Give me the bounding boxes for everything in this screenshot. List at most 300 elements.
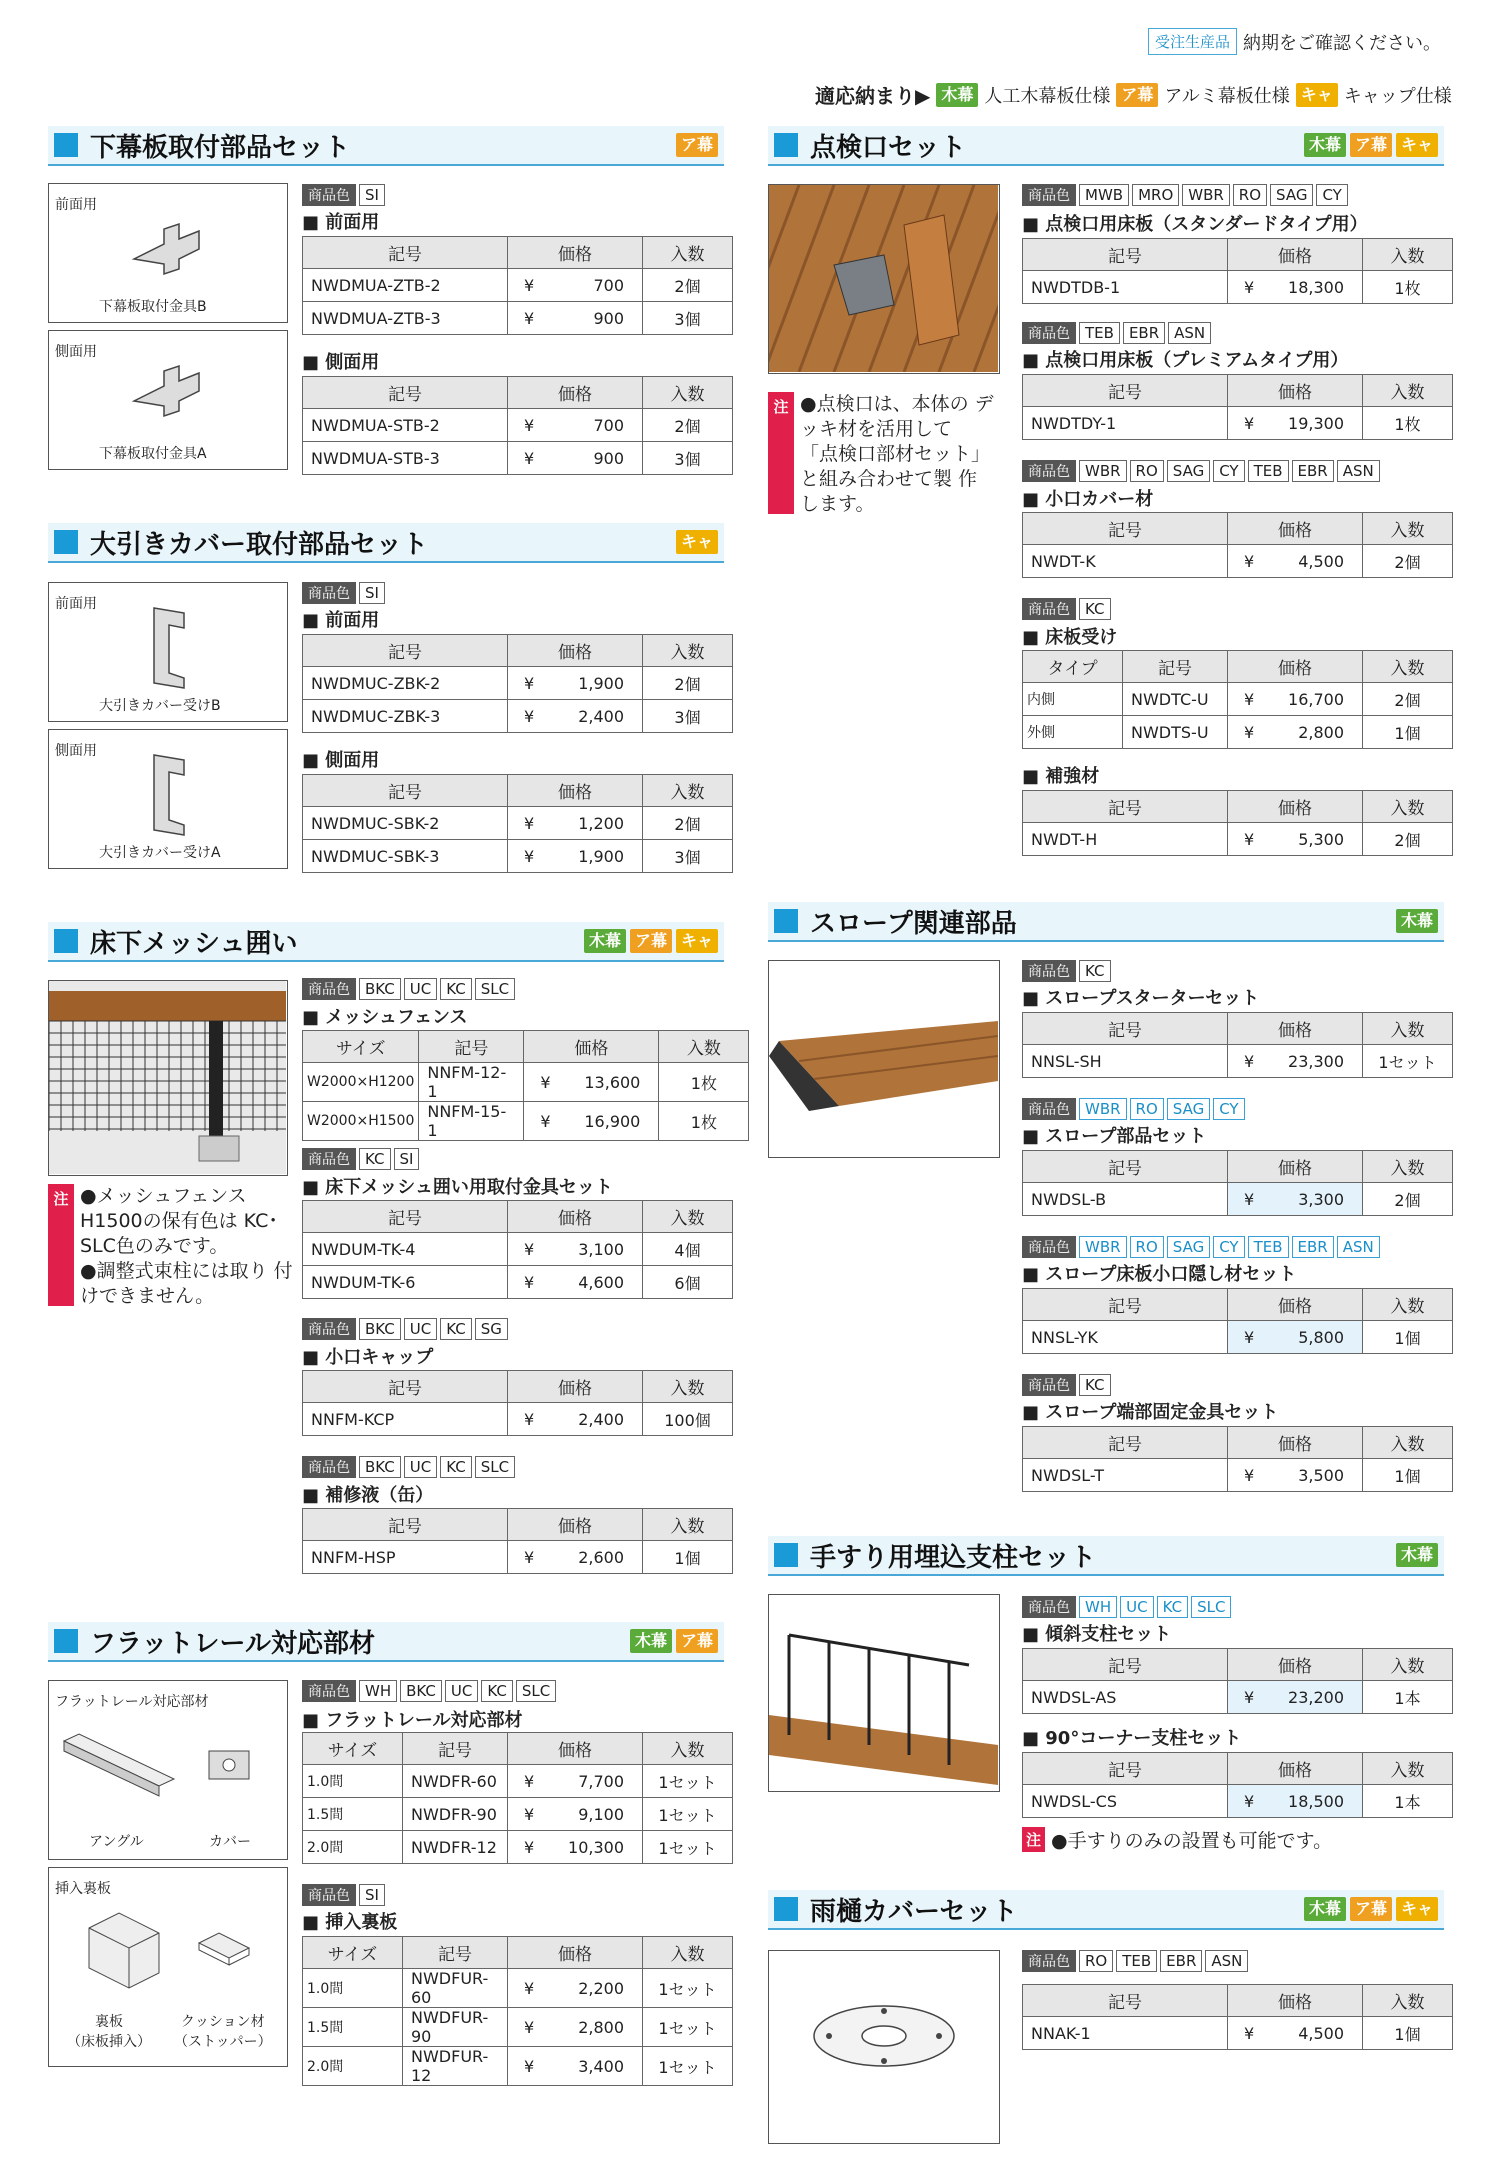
table-header: 入数 [1363, 513, 1453, 545]
table-row [303, 1403, 733, 1436]
yen-sign: ¥ [524, 1239, 535, 1259]
yen-sign: ¥ [524, 673, 535, 693]
price-value: 7,700 [578, 1771, 624, 1791]
table-subtitle: ■ メッシュフェンス [302, 1003, 467, 1029]
price-cell [508, 667, 643, 700]
spec-badge: 木幕 [630, 1629, 672, 1653]
section-title: スロープ関連部品 [810, 908, 1017, 939]
quantity-cell: 2個 [1363, 683, 1453, 716]
table-header: 記号 [1023, 375, 1228, 407]
quantity-cell: 1個 [643, 1541, 733, 1574]
table-cell: NWDTC-U [1123, 683, 1228, 716]
note-handrail [1022, 1826, 1332, 1853]
table-subtitle: ■ 点検口用床板（スタンダードタイプ用） [1022, 210, 1368, 236]
color-code: WBR [1079, 1098, 1127, 1120]
table-subtitle: ■ スロープ部品セット [1022, 1122, 1206, 1148]
table-header: 入数 [643, 1733, 733, 1765]
table-header: 入数 [1363, 1151, 1453, 1183]
yen-sign: ¥ [1244, 551, 1255, 571]
table-header: 入数 [1363, 1985, 1453, 2017]
color-code: SI [359, 184, 385, 206]
price-value: 2,800 [1298, 722, 1344, 742]
quantity-cell: 2個 [643, 269, 733, 302]
table-cell: NNSL-YK [1023, 1321, 1228, 1354]
quantity-cell: 1本 [1363, 1681, 1453, 1714]
table-row [303, 269, 733, 302]
yen-sign: ¥ [524, 1978, 535, 1998]
price-cell [1228, 716, 1363, 749]
color-code: BKC [400, 1680, 442, 1702]
color-code: ASN [1337, 1236, 1380, 1258]
table-subtitle: ■ 点検口用床板（プレミアムタイプ用） [1022, 346, 1348, 372]
table-cell: NWDMUC-ZBK-3 [303, 700, 508, 733]
color-code: SAG [1167, 1236, 1210, 1258]
price-value: 10,300 [568, 1837, 624, 1857]
price-table [1022, 512, 1453, 578]
quantity-cell: 1個 [1363, 1321, 1453, 1354]
price-table [1022, 1426, 1453, 1492]
color-code: CY [1213, 460, 1244, 482]
table-row [303, 1969, 733, 2008]
table-row [303, 2008, 733, 2047]
image-caption: 下幕板取付金具A [99, 446, 207, 462]
quantity-cell: 1セット [643, 2047, 733, 2086]
color-code: TEB [1248, 460, 1289, 482]
price-value: 18,500 [1288, 1791, 1344, 1811]
color-code: CY [1213, 1236, 1244, 1258]
color-code: SI [394, 1148, 420, 1170]
colors-label: 商品色 [1022, 1098, 1076, 1120]
price-value: 23,200 [1288, 1687, 1344, 1707]
color-code: WH [359, 1680, 397, 1702]
price-cell [1228, 683, 1363, 716]
image-caption: 側面用 [55, 344, 97, 360]
table-row [303, 1541, 733, 1574]
spec-badge: 木幕 [584, 929, 626, 953]
order-note-text: 納期をご確認ください。 [1243, 32, 1441, 54]
table-cell: 1.5間 [303, 2008, 403, 2047]
yen-sign: ¥ [524, 2056, 535, 2076]
price-table [1022, 650, 1453, 749]
table-header: 記号 [1023, 1985, 1228, 2017]
table-header: 記号 [1023, 1753, 1228, 1785]
image-caption: 下幕板取付金具B [99, 299, 207, 315]
table-cell: NWDMUC-SBK-2 [303, 807, 508, 840]
note-inspection [768, 392, 994, 517]
table-cell: NWDT-K [1023, 545, 1228, 578]
quantity-cell: 100個 [643, 1403, 733, 1436]
product-colors [302, 1884, 385, 1906]
table-header: 入数 [1363, 791, 1453, 823]
image-side-bracket [48, 330, 288, 470]
table-header: 入数 [1363, 1289, 1453, 1321]
table-row [1023, 1681, 1453, 1714]
color-code: RO [1130, 460, 1164, 482]
color-code: SLC [475, 978, 515, 1000]
section-badges [1396, 1543, 1438, 1567]
note-line: ●メッシュフェンス H1500の保有色は KC･SLC色のみです。 [80, 1185, 278, 1257]
order-note [1148, 28, 1441, 55]
yen-sign: ¥ [1244, 1465, 1255, 1485]
spec-badge: キャ [1396, 1897, 1438, 1921]
price-table [302, 1030, 749, 1141]
yen-sign: ¥ [1244, 1189, 1255, 1209]
product-colors [302, 1318, 508, 1340]
price-cell [508, 409, 643, 442]
price-value: 23,300 [1288, 1051, 1344, 1071]
table-cell: NWDTDY-1 [1023, 407, 1228, 440]
color-code: ASN [1168, 322, 1211, 344]
color-code: RO [1130, 1236, 1164, 1258]
color-code: KC [440, 1456, 472, 1478]
section-title: 大引きカバー取付部品セット [90, 529, 429, 560]
price-value: 4,500 [1298, 2023, 1344, 2043]
table-row [303, 807, 733, 840]
spec-badge: 木幕 [1304, 133, 1346, 157]
table-header: 入数 [643, 1937, 733, 1969]
price-table [1022, 1752, 1453, 1818]
legend-badge-cap: キャ [1296, 83, 1338, 107]
quantity-cell: 1個 [1363, 716, 1453, 749]
image-caption: フラットレール対応部材 [55, 1694, 209, 1710]
table-row [303, 1765, 733, 1798]
price-cell [508, 840, 643, 873]
table-row [1023, 1785, 1453, 1818]
yen-sign: ¥ [1244, 1327, 1255, 1347]
section-title: 点検口セット [810, 132, 967, 163]
spec-badge: ア幕 [1350, 133, 1392, 157]
color-code: BKC [359, 1456, 401, 1478]
table-cell: 1.5間 [303, 1798, 403, 1831]
yen-sign: ¥ [540, 1111, 551, 1131]
product-colors [302, 1680, 556, 1702]
note-text: ●手すりのみの設置も可能です。 [1051, 1830, 1333, 1852]
table-cell: NNFM-12-1 [419, 1063, 524, 1102]
section-title: 下幕板取付部品セット [90, 132, 351, 163]
price-cell [508, 2008, 643, 2047]
quantity-cell: 1セット [643, 1969, 733, 2008]
quantity-cell: 4個 [643, 1233, 733, 1266]
table-cell: 1.0間 [303, 1969, 403, 2008]
color-code: KC [1157, 1596, 1189, 1618]
colors-label: 商品色 [302, 1884, 356, 1906]
colors-label: 商品色 [302, 184, 356, 206]
price-cell [508, 1969, 643, 2008]
table-row [1023, 716, 1453, 749]
table-header: 記号 [1123, 651, 1228, 683]
section-header-s6 [768, 902, 1444, 942]
quantity-cell: 2個 [643, 807, 733, 840]
color-code: TEB [1079, 322, 1120, 344]
table-row [303, 1233, 733, 1266]
price-cell [508, 1541, 643, 1574]
price-table [1022, 1012, 1453, 1078]
price-cell [508, 1831, 643, 1864]
table-row [303, 1798, 733, 1831]
price-value: 4,600 [578, 1272, 624, 1292]
table-header: 記号 [303, 237, 508, 269]
image-caption: 挿入裏板 [55, 1881, 111, 1897]
colors-label: 商品色 [1022, 1236, 1076, 1258]
price-value: 2,400 [578, 706, 624, 726]
quantity-cell: 1セット [643, 1765, 733, 1798]
price-table [302, 1936, 733, 2086]
product-colors [1022, 322, 1211, 344]
section-badges [1396, 909, 1438, 933]
table-header: 記号 [303, 635, 508, 667]
color-code: KC [1079, 1374, 1111, 1396]
table-header: 記号 [419, 1031, 524, 1063]
color-code: UC [404, 978, 437, 1000]
product-colors [302, 978, 515, 1000]
color-code: KC [481, 1680, 513, 1702]
quantity-cell: 3個 [643, 700, 733, 733]
price-value: 1,200 [578, 813, 624, 833]
image-caption: クッション材 （ストッパー） [174, 2014, 272, 2050]
color-code: RO [1233, 184, 1267, 206]
yen-sign: ¥ [1244, 413, 1255, 433]
note-tag: 注 [48, 1184, 74, 1306]
image-slope [768, 960, 1000, 1158]
color-code: TEB [1116, 1950, 1157, 1972]
table-header: 記号 [1023, 1649, 1228, 1681]
yen-sign: ¥ [524, 813, 535, 833]
table-subtitle: ■ 前面用 [302, 606, 379, 632]
table-cell: W2000×H1200 [303, 1063, 419, 1102]
legend [815, 80, 1452, 109]
quantity-cell: 1枚 [659, 1063, 749, 1102]
color-code: KC [1079, 598, 1111, 620]
section-title: 手すり用埋込支柱セット [810, 1542, 1097, 1573]
table-cell: 内側 [1023, 683, 1123, 716]
price-table [1022, 790, 1453, 856]
table-header: 入数 [643, 635, 733, 667]
table-header: 価格 [508, 635, 643, 667]
color-code: CY [1316, 184, 1347, 206]
color-code: WBR [1079, 460, 1127, 482]
quantity-cell: 2個 [1363, 1183, 1453, 1216]
price-table [302, 1508, 733, 1574]
table-cell: NWDMUC-ZBK-2 [303, 667, 508, 700]
colors-label: 商品色 [1022, 1374, 1076, 1396]
quantity-cell: 2個 [643, 667, 733, 700]
image-caption: 大引きカバー受けB [99, 698, 221, 714]
legend-text-cap: キャップ仕様 [1343, 85, 1452, 107]
legend-badge-alu: ア幕 [1116, 83, 1158, 107]
table-header: 入数 [1363, 375, 1453, 407]
table-subtitle: ■ 補修液（缶） [302, 1481, 433, 1507]
section-header-s5 [768, 126, 1444, 166]
price-cell [508, 269, 643, 302]
table-header: 価格 [508, 237, 643, 269]
table-cell: NNAK-1 [1023, 2017, 1228, 2050]
yen-sign: ¥ [524, 846, 535, 866]
price-cell [508, 700, 643, 733]
colors-label: 商品色 [1022, 322, 1076, 344]
spec-badge: キャ [676, 929, 718, 953]
product-colors [302, 1456, 515, 1478]
price-value: 700 [593, 415, 624, 435]
price-value: 9,100 [578, 1804, 624, 1824]
section-marker [54, 929, 78, 953]
yen-sign: ¥ [524, 1409, 535, 1429]
price-cell [524, 1063, 659, 1102]
color-code: UC [1120, 1596, 1153, 1618]
colors-label: 商品色 [302, 1148, 356, 1170]
table-header: 価格 [508, 775, 643, 807]
yen-sign: ¥ [1244, 1051, 1255, 1071]
price-cell [1228, 1459, 1363, 1492]
note-line: ●調整式束柱には取り 付けできません。 [80, 1260, 293, 1307]
table-cell: NWDFUR-90 [403, 2008, 508, 2047]
section-title: 雨樋カバーセット [810, 1896, 1018, 1927]
table-cell: NWDSL-T [1023, 1459, 1228, 1492]
price-table [1022, 1150, 1453, 1216]
legend-text-wood: 人工木幕板仕様 [984, 85, 1111, 107]
table-row [303, 840, 733, 873]
table-header: 記号 [1023, 1289, 1228, 1321]
table-cell: NWDMUA-STB-2 [303, 409, 508, 442]
section-marker [774, 1897, 798, 1921]
product-colors [1022, 598, 1111, 620]
product-colors [1022, 1374, 1111, 1396]
table-header: 入数 [1363, 239, 1453, 271]
color-code: UC [404, 1456, 437, 1478]
table-header: 記号 [1023, 791, 1228, 823]
section-badges [584, 929, 718, 953]
image-gutter-cover [768, 1950, 1000, 2144]
table-header: 入数 [1363, 1649, 1453, 1681]
table-row [1023, 2017, 1453, 2050]
color-code: KC [440, 978, 472, 1000]
table-cell: NWDTDB-1 [1023, 271, 1228, 304]
price-table [1022, 374, 1453, 440]
image-caption: 前面用 [55, 197, 97, 213]
price-cell [1228, 407, 1363, 440]
price-cell [508, 1233, 643, 1266]
table-header: 入数 [1363, 651, 1453, 683]
product-colors [1022, 184, 1348, 206]
table-subtitle: ■ 側面用 [302, 348, 379, 374]
table-cell: 2.0間 [303, 2047, 403, 2086]
colors-label: 商品色 [302, 582, 356, 604]
table-subtitle: ■ スロープスターターセット [1022, 984, 1259, 1010]
table-subtitle: ■ 側面用 [302, 746, 379, 772]
table-header: タイプ [1023, 651, 1123, 683]
price-value: 700 [593, 275, 624, 295]
table-cell: NWDMUA-ZTB-3 [303, 302, 508, 335]
price-value: 2,800 [578, 2017, 624, 2037]
table-header: 記号 [1023, 1013, 1228, 1045]
table-row [303, 1831, 733, 1864]
price-value: 900 [593, 448, 624, 468]
spec-badge: キャ [1396, 133, 1438, 157]
quantity-cell: 1枚 [1363, 271, 1453, 304]
color-code: SG [475, 1318, 508, 1340]
note-tag: 注 [768, 392, 794, 514]
price-cell [508, 302, 643, 335]
table-cell: W2000×H1500 [303, 1102, 419, 1141]
spec-badge: ア幕 [676, 133, 718, 157]
table-header: 記号 [303, 377, 508, 409]
color-code: SAG [1167, 1098, 1210, 1120]
price-cell [508, 1266, 643, 1299]
table-row [1023, 683, 1453, 716]
section-marker [54, 1629, 78, 1653]
yen-sign: ¥ [524, 1547, 535, 1567]
section-header-s4 [48, 1622, 724, 1662]
table-header: 価格 [1228, 1753, 1363, 1785]
colors-label: 商品色 [1022, 1596, 1076, 1618]
table-cell: NWDMUC-SBK-3 [303, 840, 508, 873]
image-handrail [768, 1594, 1000, 1792]
table-cell: NWDTS-U [1123, 716, 1228, 749]
price-value: 5,800 [1298, 1327, 1344, 1347]
table-header: 記号 [403, 1937, 508, 1969]
image-caption: 裏板 （床板挿入） [67, 2014, 151, 2050]
table-header: 価格 [508, 377, 643, 409]
color-code: KC [440, 1318, 472, 1340]
colors-label: 商品色 [1022, 184, 1076, 206]
price-value: 3,400 [578, 2056, 624, 2076]
table-subtitle: ■ 挿入裏板 [302, 1908, 397, 1934]
table-header: 価格 [524, 1031, 659, 1063]
quantity-cell: 1セット [1363, 1045, 1453, 1078]
yen-sign: ¥ [1244, 722, 1255, 742]
image-front-bracket [48, 183, 288, 323]
image-caption: アングル [89, 1834, 144, 1850]
price-cell [508, 1798, 643, 1831]
colors-label: 商品色 [302, 1680, 356, 1702]
image-inspection-hatch [768, 184, 1000, 374]
yen-sign: ¥ [524, 1771, 535, 1791]
product-colors [1022, 960, 1111, 982]
table-header: 記号 [303, 1201, 508, 1233]
color-code: SLC [1191, 1596, 1231, 1618]
table-subtitle: ■ 傾斜支柱セット [1022, 1620, 1171, 1646]
table-header: 入数 [643, 377, 733, 409]
price-table [302, 1370, 733, 1436]
price-value: 18,300 [1288, 277, 1344, 297]
section-badges [676, 133, 718, 157]
price-cell [1228, 823, 1363, 856]
note-tag: 注 [1022, 1827, 1045, 1852]
note-text: ●点検口は、本体の デッキ材を活用して 「点検口部材セット」 と組み合わせて製 作します。 [800, 393, 994, 515]
product-colors [302, 184, 385, 206]
table-header: 価格 [1228, 1649, 1363, 1681]
image-caption: 前面用 [55, 596, 97, 612]
quantity-cell: 1個 [1363, 2017, 1453, 2050]
price-cell [1228, 545, 1363, 578]
colors-label: 商品色 [1022, 460, 1076, 482]
table-header: 入数 [1363, 1427, 1453, 1459]
image-caption: 側面用 [55, 743, 97, 759]
yen-sign: ¥ [524, 415, 535, 435]
yen-sign: ¥ [1244, 277, 1255, 297]
price-table [302, 376, 733, 475]
quantity-cell: 1枚 [1363, 407, 1453, 440]
price-cell [508, 807, 643, 840]
table-header: 入数 [643, 1201, 733, 1233]
table-cell: NWDFUR-60 [403, 1969, 508, 2008]
product-colors [1022, 1098, 1245, 1120]
quantity-cell: 2個 [643, 409, 733, 442]
section-marker [54, 530, 78, 554]
price-value: 3,300 [1298, 1189, 1344, 1209]
colors-label: 商品色 [1022, 598, 1076, 620]
yen-sign: ¥ [524, 275, 535, 295]
price-table [302, 236, 733, 335]
